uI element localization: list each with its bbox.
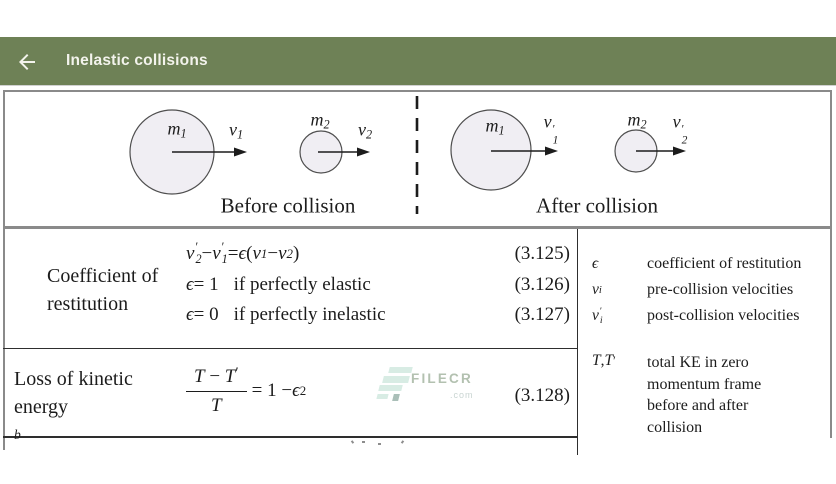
symbol-epsilon: ϵ [592,255,599,272]
symbol-vi: v i [592,281,602,298]
watermark-tld: .com [450,390,474,400]
symbol-T-definition: total KE in zero momentum frame before and after collision [647,354,762,436]
symbol-column-divider [577,229,578,455]
equation-number-3-127: (3.127) [514,304,570,325]
filecr-watermark [376,364,486,406]
row-separator [3,348,578,349]
app-header [0,37,836,85]
symbol-vi-prime: v ′ i [592,305,603,326]
row2-label-line2: energy b [14,396,69,442]
row1-label [47,262,158,318]
v1-label: v1 [228,119,244,142]
mass1-after-label: m1 [485,115,505,138]
row2-label-line1: Loss of kinetic [14,368,133,390]
before-collision-caption: Before collision [220,193,356,218]
row1-label-line1: Coefficient of [47,265,159,287]
equation-number-3-125: (3.125) [514,243,570,264]
row1-label-line2: restitution [47,293,129,315]
equation-3-127: ϵ = 0 if perfectly inelastic [186,304,386,325]
mass1-before-label: m1 [167,118,187,141]
symbol-epsilon-definition: coefficient of restitution [647,255,802,272]
v1-arrowhead [234,148,247,157]
watermark-logo-icon [388,367,412,373]
after-collision-caption: After collision [536,193,658,218]
back-button[interactable] [14,49,40,75]
v2-prime-arrowhead [673,147,686,156]
symbol-vi-prime-definition: post-collision velocities [647,307,800,324]
v1-prime-arrowhead [545,147,558,156]
equation-3-126: ϵ = 1 if perfectly elastic [186,274,371,295]
equation-number-3-126: (3.126) [514,274,570,295]
watermark-logo-bar [376,394,388,399]
equation-3-128: $\frac{T - T'}{T}$ = 1 − ϵ 2 [186,363,306,419]
symbol-vi-definition: pre-collision velocities [647,281,794,298]
collision-diagram [3,90,832,227]
watermark-logo-bar [382,376,410,383]
symbol-T-Tprime: T , T ′ [592,352,616,369]
equation-number-3-128: (3.128) [514,385,570,406]
mass2-before-label: m2 [310,109,330,132]
page-title: Inelastic collisions [66,52,208,69]
v1-prime-label: v ′ 1 [543,111,559,147]
back-arrow-icon [15,50,39,74]
watermark-logo-stem [392,394,400,401]
mass2-after-label: m2 [627,109,647,132]
watermark-name: FILECR [411,371,473,386]
watermark-logo-bar [378,385,402,391]
row2-label [14,365,133,449]
equation-3-125: v ′ 2 − v ′ 1 = ϵ ( v 1 − v 2 ) [186,240,300,266]
v2-label: v2 [357,119,373,142]
v2-arrowhead [357,148,370,157]
v2-prime-label: v ′ 2 [672,111,688,147]
